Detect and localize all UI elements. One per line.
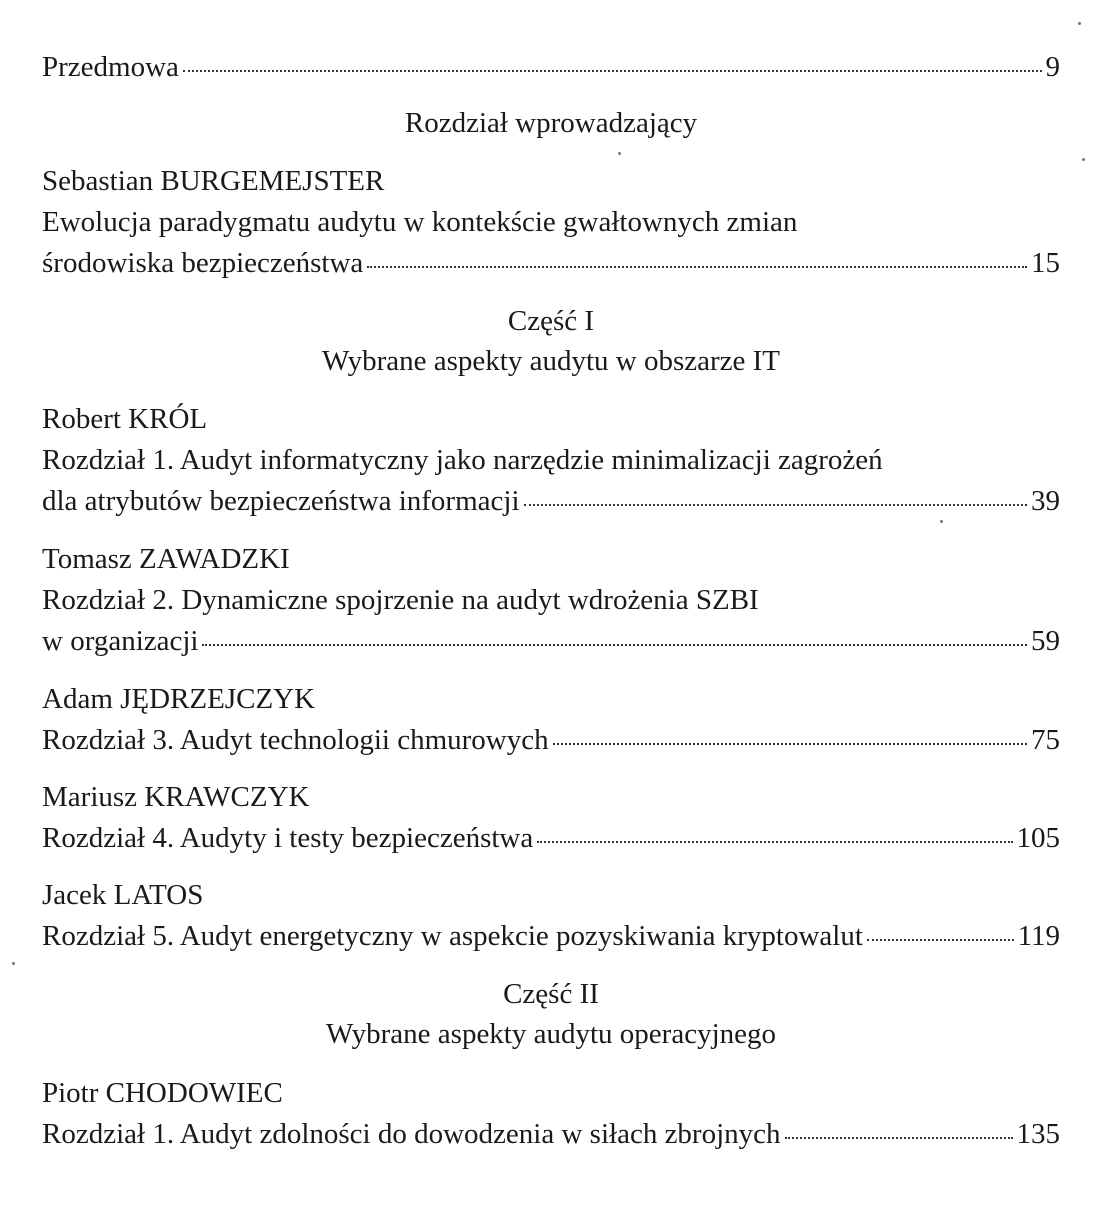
scan-speck xyxy=(1078,22,1081,25)
toc-entry-line xyxy=(42,919,1060,953)
part-heading: Część II xyxy=(503,978,599,1010)
scan-speck xyxy=(1082,158,1085,161)
dot-leader xyxy=(367,265,1027,268)
toc-entry-line xyxy=(42,1117,1060,1151)
toc-entry-przedmowa xyxy=(42,50,1060,84)
scan-speck xyxy=(940,520,943,523)
page-number: 15 xyxy=(1031,247,1060,279)
author-name: Mariusz KRAWCZYK xyxy=(42,781,310,813)
part-title: Wybrane aspekty audytu w obszarze IT xyxy=(321,345,781,377)
part-heading: Część I xyxy=(507,305,595,337)
entry-title: Przedmowa xyxy=(42,51,179,83)
entry-title: Rozdział 4. Audyty i testy bezpieczeństwa xyxy=(42,822,534,854)
dot-leader xyxy=(785,1136,1013,1139)
entry-title: środowiska bezpieczeństwa xyxy=(42,247,364,279)
toc-entry-line xyxy=(42,821,1060,855)
page-number: 119 xyxy=(1017,920,1060,952)
page-number: 59 xyxy=(1031,625,1060,657)
toc-entry-line xyxy=(42,484,1060,518)
scan-speck xyxy=(12,962,15,965)
entry-title: dla atrybutów bezpieczeństwa informacji xyxy=(42,485,520,517)
dot-leader xyxy=(537,840,1012,843)
part-title: Wybrane aspekty audytu operacyjnego xyxy=(326,1018,776,1050)
entry-title: Rozdział 1. Audyt zdolności do dowodzenia w siłach zbrojnych xyxy=(42,1118,781,1150)
page-number: 39 xyxy=(1031,485,1060,517)
section-heading: Rozdział wprowadzający xyxy=(404,107,698,139)
toc-entry-line xyxy=(42,723,1060,757)
dot-leader xyxy=(524,503,1028,506)
author-name: Adam JĘDRZEJCZYK xyxy=(42,683,316,715)
author-name: Jacek LATOS xyxy=(42,879,204,911)
page-number: 105 xyxy=(1016,822,1060,854)
dot-leader xyxy=(183,69,1042,72)
entry-title: Rozdział 3. Audyt technologii chmurowych xyxy=(42,724,549,756)
page-number: 9 xyxy=(1045,51,1060,83)
entry-title: Rozdział 5. Audyt energetyczny w aspekcie pozyskiwania kryptowalut xyxy=(42,920,863,952)
author-name: Piotr CHODOWIEC xyxy=(42,1077,283,1109)
author-name: Tomasz ZAWADZKI xyxy=(42,543,290,575)
author-name: Robert KRÓL xyxy=(42,403,208,435)
entry-title: Rozdział 1. Audyt informatyczny jako narzędzie minimalizacji zagrożeń xyxy=(42,444,883,476)
dot-leader xyxy=(553,742,1027,745)
entry-title: Ewolucja paradygmatu audytu w kontekście gwałtownych zmian xyxy=(42,206,798,238)
toc-entry-line xyxy=(42,624,1060,658)
toc-entry-line xyxy=(42,246,1060,280)
author-name: Sebastian BURGEMEJSTER xyxy=(42,165,385,197)
page-number: 135 xyxy=(1016,1118,1060,1150)
entry-title: w organizacji xyxy=(42,625,199,657)
entry-title: Rozdział 2. Dynamiczne spojrzenie na audyt wdrożenia SZBI xyxy=(42,584,759,616)
dot-leader xyxy=(867,938,1014,941)
dot-leader xyxy=(202,643,1027,646)
page-number: 75 xyxy=(1031,724,1060,756)
scan-speck xyxy=(618,152,621,155)
